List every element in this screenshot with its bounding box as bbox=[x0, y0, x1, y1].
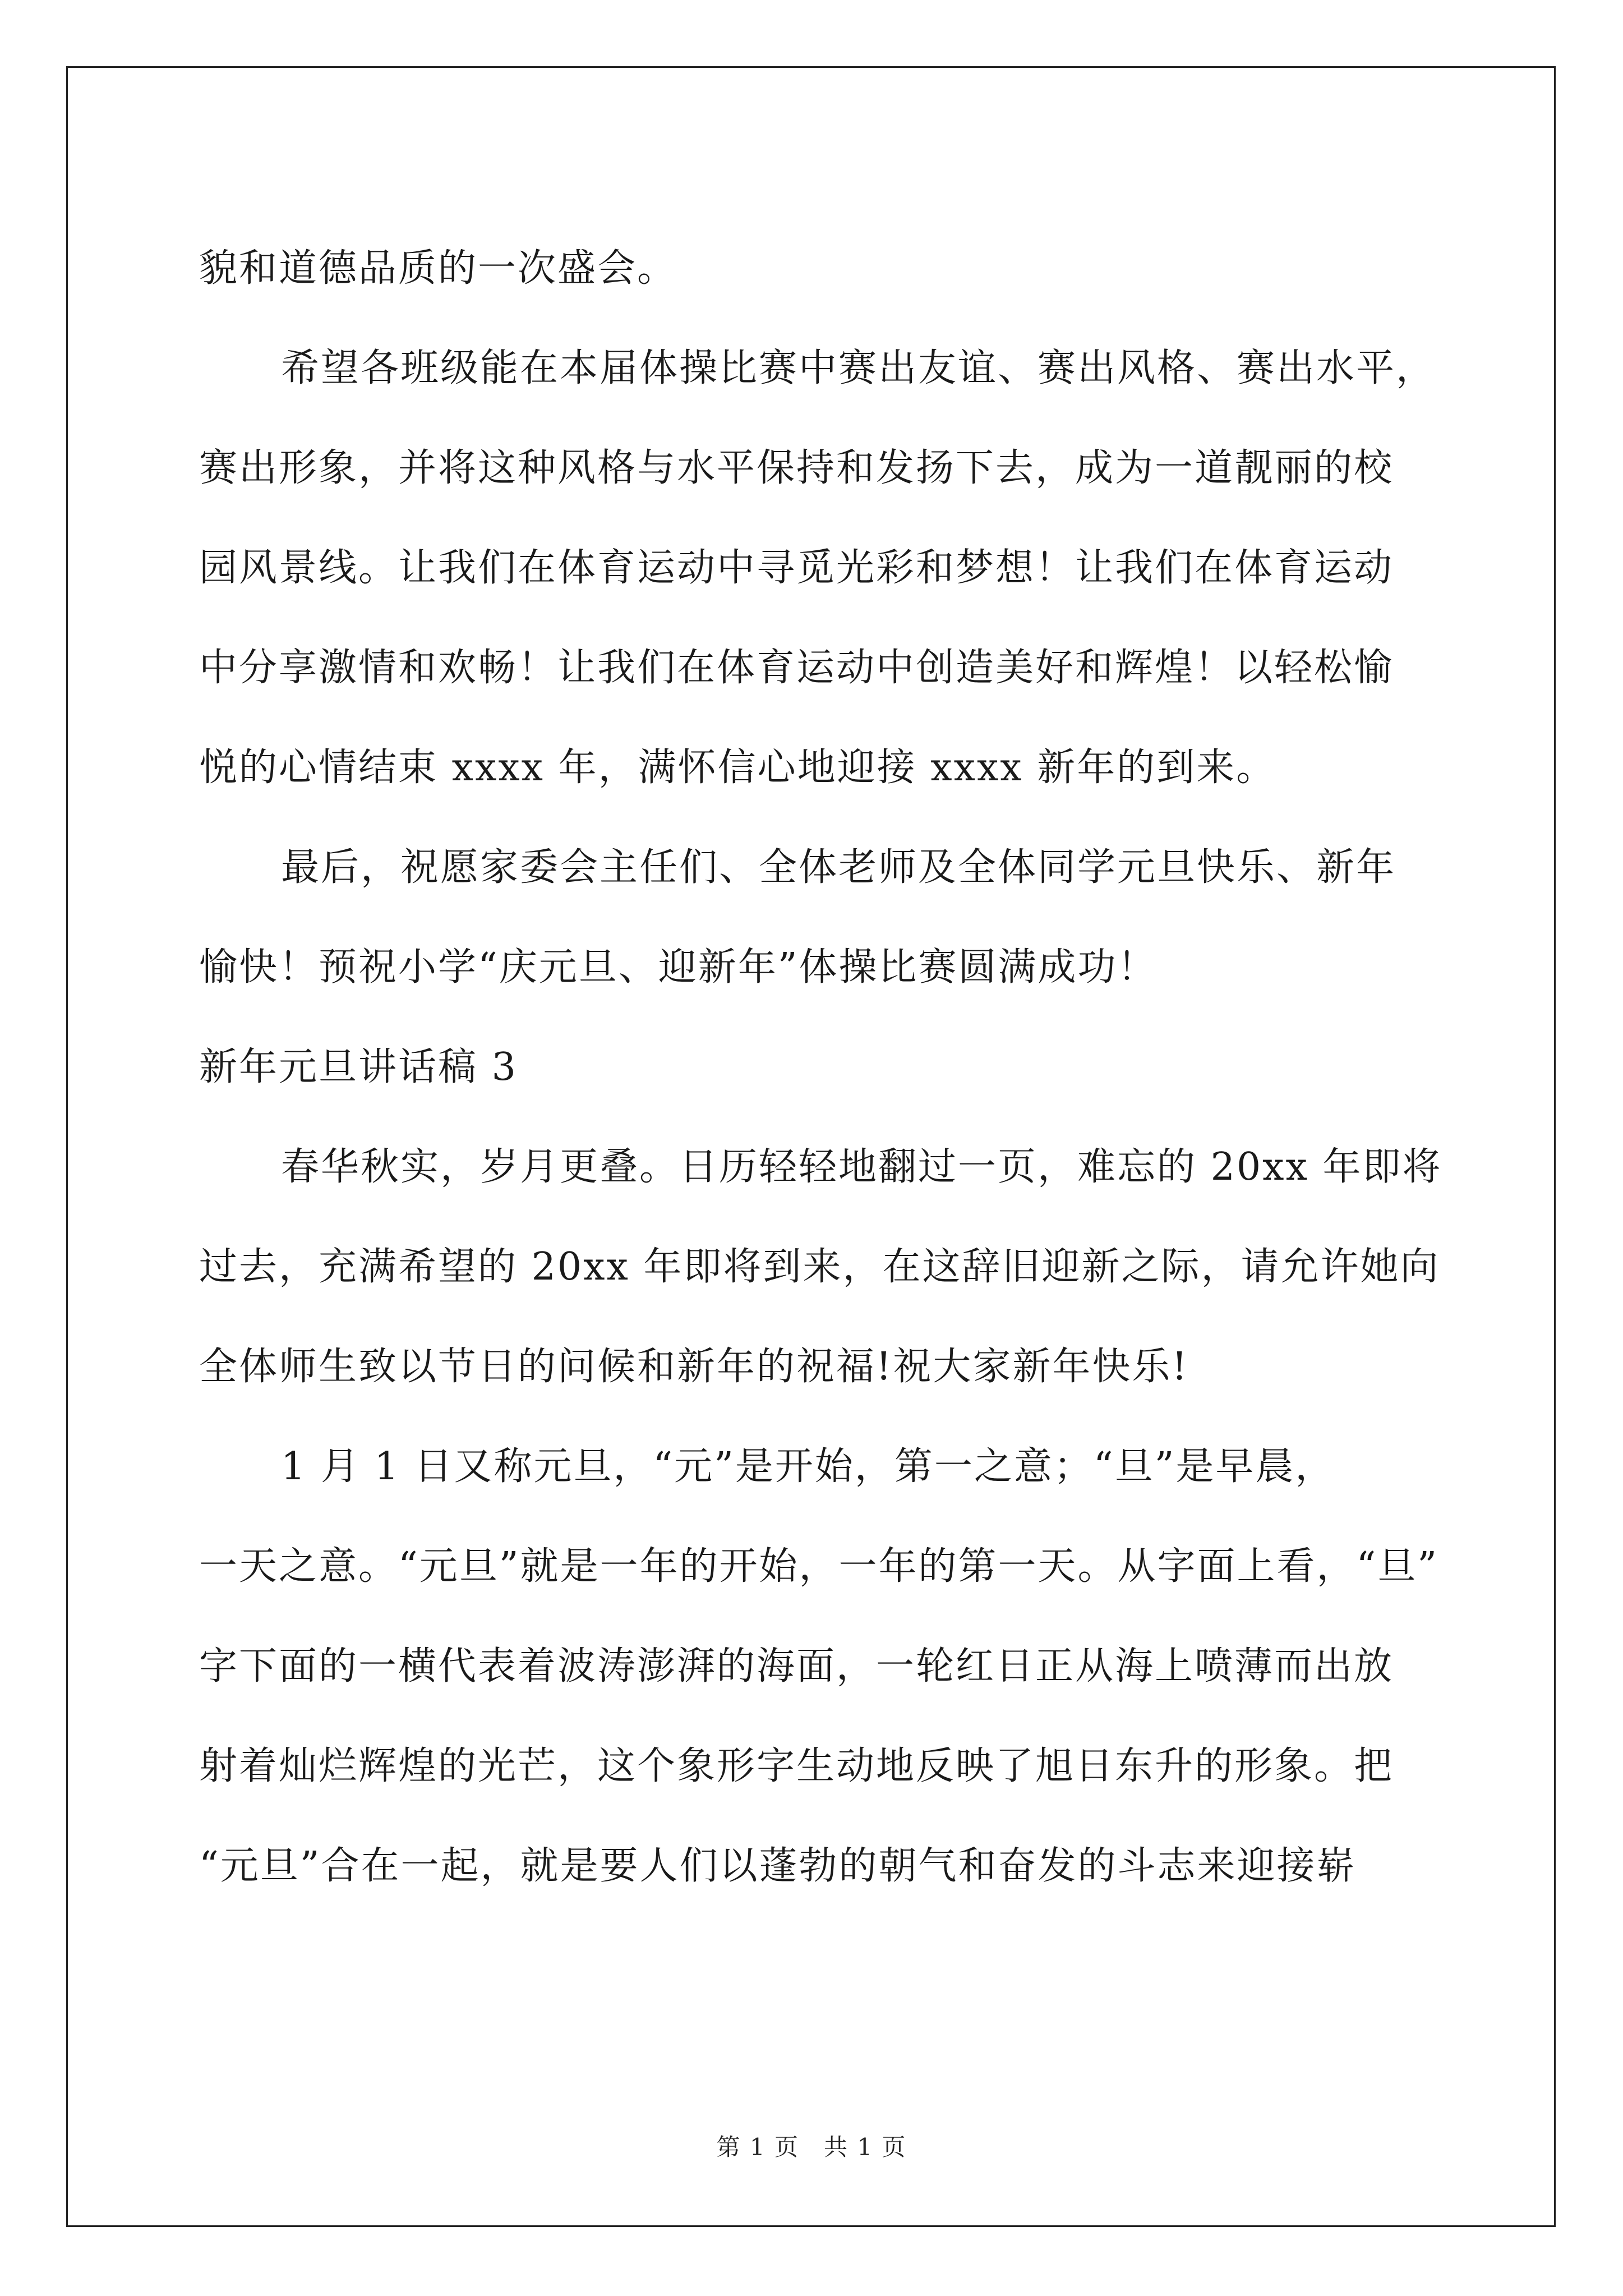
text-line: 一天之意。“元旦”就是一年的开始，一年的第一天。从字面上看，“旦” bbox=[199, 1544, 1439, 1589]
text-line: 中分享激情和欢畅！让我们在体育运动中创造美好和辉煌！以轻松愉 bbox=[199, 646, 1394, 690]
text-line: 字下面的一横代表着波涛澎湃的海面，一轮红日正从海上喷薄而出放 bbox=[199, 1644, 1394, 1688]
text-line: 过去，充满希望的 20xx 年即将到来，在这辞旧迎新之际，请允许她向 bbox=[199, 1245, 1440, 1289]
text-line: 全体师生致以节日的问候和新年的祝福!祝大家新年快乐! bbox=[199, 1345, 1189, 1389]
text-line: 悦的心情结束 xxxx 年，满怀信心地迎接 xxxx 新年的到来。 bbox=[199, 746, 1276, 790]
text-line: “元旦”合在一起，就是要人们以蓬勃的朝气和奋发的斗志来迎接崭 bbox=[199, 1844, 1357, 1888]
text-line: 愉快！预祝小学“庆元旦、迎新年”体操比赛圆满成功！ bbox=[199, 945, 1158, 990]
text-line: 射着灿烂辉煌的光芒，这个象形字生动地反映了旭日东升的形象。把 bbox=[199, 1744, 1394, 1788]
paragraph-start: 最后，祝愿家委会主任们、全体老师及全体同学元旦快乐、新年 bbox=[281, 845, 1396, 890]
section-heading: 新年元旦讲话稿 3 bbox=[199, 1045, 518, 1089]
text-line: 园风景线。让我们在体育运动中寻觅光彩和梦想！让我们在体育运动 bbox=[199, 546, 1394, 590]
paragraph-start: 希望各班级能在本届体操比赛中赛出友谊、赛出风格、赛出水平， bbox=[281, 346, 1436, 390]
text-line: 貌和道德品质的一次盛会。 bbox=[199, 246, 677, 291]
paragraph-start: 春华秋实，岁月更叠。日历轻轻地翻过一页，难忘的 20xx 年即将 bbox=[281, 1145, 1442, 1189]
page-number-footer: 第 1 页 共 1 页 bbox=[716, 2133, 907, 2161]
document-body bbox=[199, 219, 1442, 1916]
paragraph-start: 1 月 1 日又称元旦，“元”是开始，第一之意；“旦”是早晨， bbox=[281, 1444, 1335, 1489]
text-line: 赛出形象，并将这种风格与水平保持和发扬下去，成为一道靓丽的校 bbox=[199, 446, 1394, 490]
